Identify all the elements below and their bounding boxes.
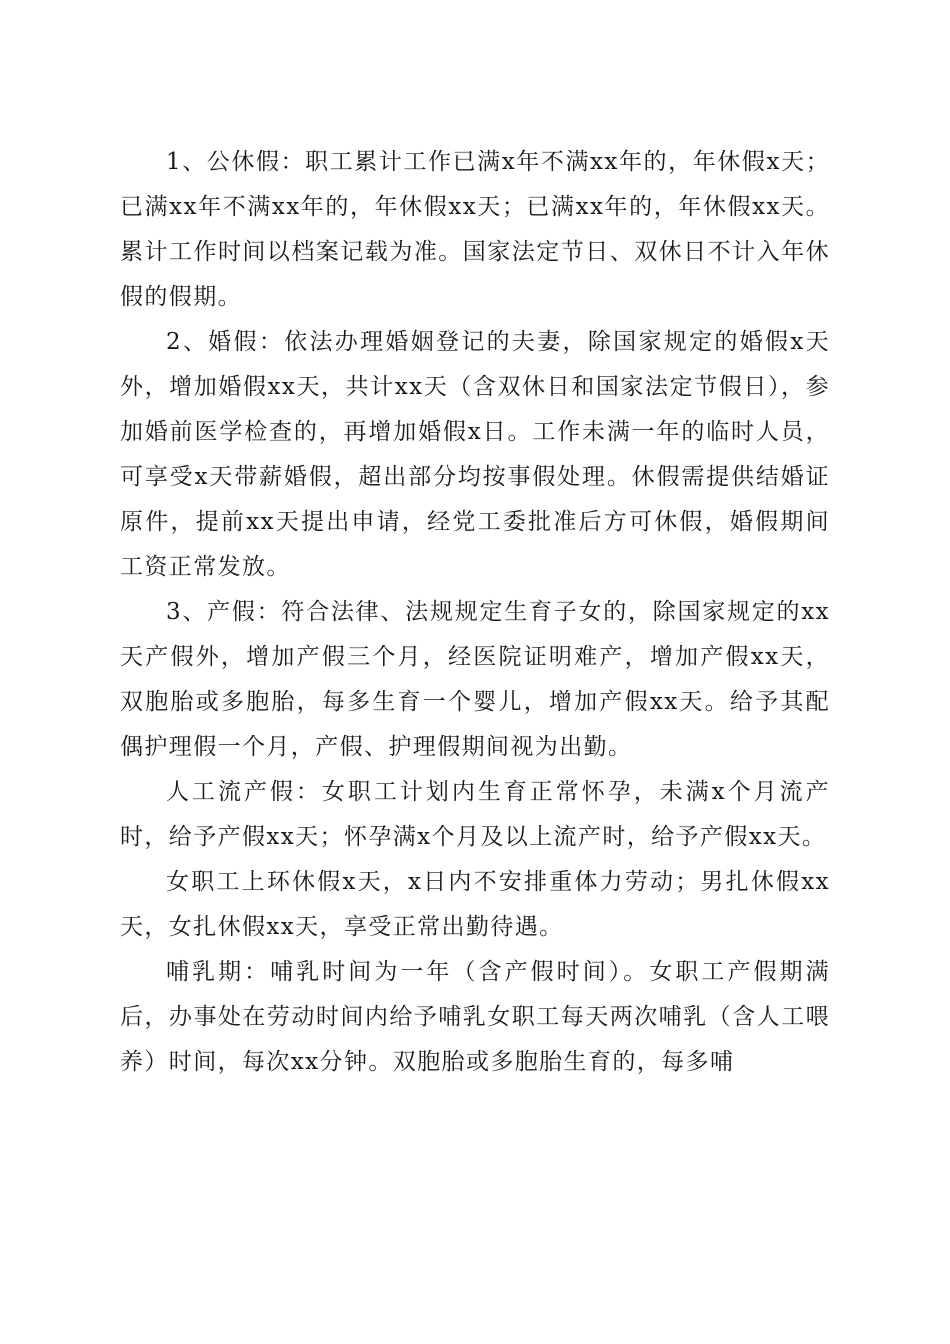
paragraph-nursing-period: 哺乳期：哺乳时间为一年（含产假时间）。女职工产假期满后，办事处在劳动时间内给予哺乳女职工每天两次哺乳（含人工喂养）时间，每次xx分钟。双胞胎或多胞胎生育的，每多哺 [120,959,830,1075]
document-body [120,140,830,1085]
paragraph-maternity-leave: 3、产假：符合法律、法规规定生育子女的，除国家规定的xx天产假外，增加产假三个月，经医院证明难产，增加产假xx天，双胞胎或多胞胎，每多生育一个婴儿，增加产假xx天。给予其配偶护理假一个月，产假、护理假期间视为出勤。 [120,599,830,760]
paragraph-abortion-leave: 人工流产假：女职工计划内生育正常怀孕，未满x个月流产时，给予产假xx天；怀孕满x个月及以上流产时，给予产假xx天。 [120,779,830,850]
paragraph-annual-leave: 1、公休假：职工累计工作已满x年不满xx年的，年休假x天；已满xx年不满xx年的，年休假xx天；已满xx年的，年休假xx天。累计工作时间以档案记载为准。国家法定节日、双休日不计入年休假的假期。 [120,149,830,310]
paragraph-contraception-leave: 女职工上环休假x天，x日内不安排重体力劳动；男扎休假xx天，女扎休假xx天，享受正常出勤待遇。 [120,869,830,940]
paragraph-marriage-leave: 2、婚假：依法办理婚姻登记的夫妻，除国家规定的婚假x天外，增加婚假xx天，共计xx天（含双休日和国家法定节假日），参加婚前医学检查的，再增加婚假x日。工作未满一年的临时人员，可享受x天带薪婚假，超出部分均按事假处理。休假需提供结婚证原件，提前xx天提出申请，经党工委批准后方可休假，婚假期间工资正常发放。 [120,329,830,580]
